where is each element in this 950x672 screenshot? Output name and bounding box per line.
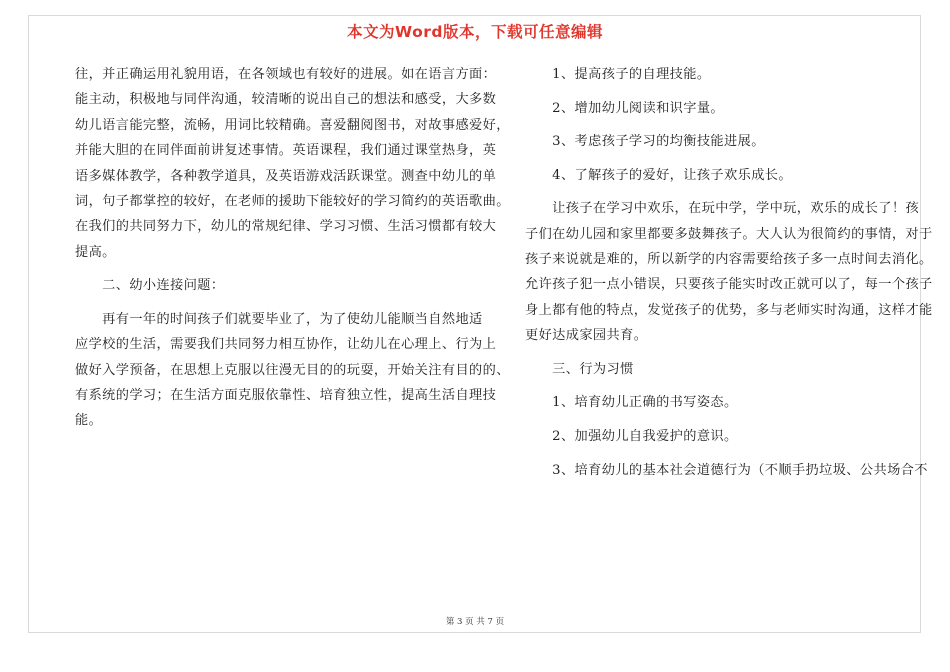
text-line: 三、行为习惯 [525, 361, 634, 377]
text-line: 能。 [75, 413, 103, 429]
text-line: 身上都有他的特点，发觉孩子的优势，多与老师实时沟通，这样才能 [525, 302, 933, 318]
paragraph-gap [525, 121, 890, 129]
text-line: 幼儿语言能完整，流畅，用词比较精确。喜爱翻阅图书，对故事感爱好， [75, 117, 510, 133]
word-version-banner: 本文为Word版本，下载可任意编辑 [347, 23, 603, 41]
text-line: 在我们的共同努力下，幼儿的常规纪律、学习习惯、生活习惯都有较大 [75, 219, 497, 235]
text-line: 应学校的生活，需要我们共同努力相互协作，让幼儿在心理上、行为上 [75, 337, 497, 353]
text-line: 有系统的学习；在生活方面克服依靠性、培育独立性，提高生活自理技 [75, 388, 497, 404]
paragraph-gap [525, 449, 890, 457]
text-line: 1、培育幼儿正确的书写姿态。 [525, 395, 738, 411]
paragraph-gap [525, 416, 890, 424]
text-line: 孩子来说就是难的，所以新学的内容需要给孩子多一点时间去消化。 [525, 252, 933, 268]
paragraph-gap [525, 87, 890, 95]
text-line: 往，并正确运用礼貌用语，在各领域也有较好的进展。如在语言方面： [75, 67, 497, 82]
text-line: 二、幼小连接问题： [75, 278, 225, 294]
text-line: 3、考虑孩子学习的均衡技能进展。 [525, 134, 765, 150]
paragraph-gap [525, 155, 890, 163]
text-line: 允许孩子犯一点小错误，只要孩子能实时改正就可以了，每一个孩子 [525, 277, 933, 293]
text-line: 做好入学预备，在思想上克服以往漫无目的的玩耍，开始关注有目的的、 [75, 362, 510, 378]
text-line: 提高。 [75, 244, 116, 260]
text-line: 更好达成家园共育。 [525, 328, 648, 344]
text-line: 语多媒体教学，各种教学道具，及英语游戏活跃课堂。测查中幼儿的单 [75, 168, 497, 184]
text-line: 4、了解孩子的爱好，让孩子欢乐成长。 [525, 167, 792, 183]
text-line: 让孩子在学习中欢乐，在玩中学，学中玩，欢乐的成长了！孩 [525, 201, 920, 217]
paragraph-gap [525, 382, 890, 390]
text-line: 并能大胆的在同伴面前讲复述事情。英语课程，我们通过课堂热身，英 [75, 143, 497, 159]
text-line: 再有一年的时间孩子们就要毕业了，为了使幼儿能顺当自然地适 [75, 311, 483, 327]
text-line: 子们在幼儿园和家里都要多鼓舞孩子。大人认为很简约的事情，对于 [525, 226, 933, 242]
right-column [525, 62, 933, 483]
text-line: 2、加强幼儿自我爱护的意识。 [525, 429, 738, 444]
text-line: 2、增加幼儿阅读和识字量。 [525, 100, 725, 116]
paragraph-gap [525, 349, 890, 357]
left-column [75, 62, 510, 434]
text-line: 1、提高孩子的自理技能。 [525, 67, 711, 82]
text-line: 能主动，积极地与同伴沟通，较清晰的说出自己的想法和感受，大多数 [75, 92, 497, 108]
paragraph-gap [75, 265, 467, 273]
text-line: 3、培育幼儿的基本社会道德行为（不顺手扔垃圾、公共场合不 [525, 462, 928, 478]
paragraph-gap [525, 188, 890, 196]
paragraph-gap [75, 299, 467, 307]
page-number-footer: 第 3 页 共 7 页 [445, 617, 505, 627]
text-line: 词，句子都掌控的较好，在老师的援助下能较好的学习简约的英语歌曲。 [75, 193, 510, 209]
